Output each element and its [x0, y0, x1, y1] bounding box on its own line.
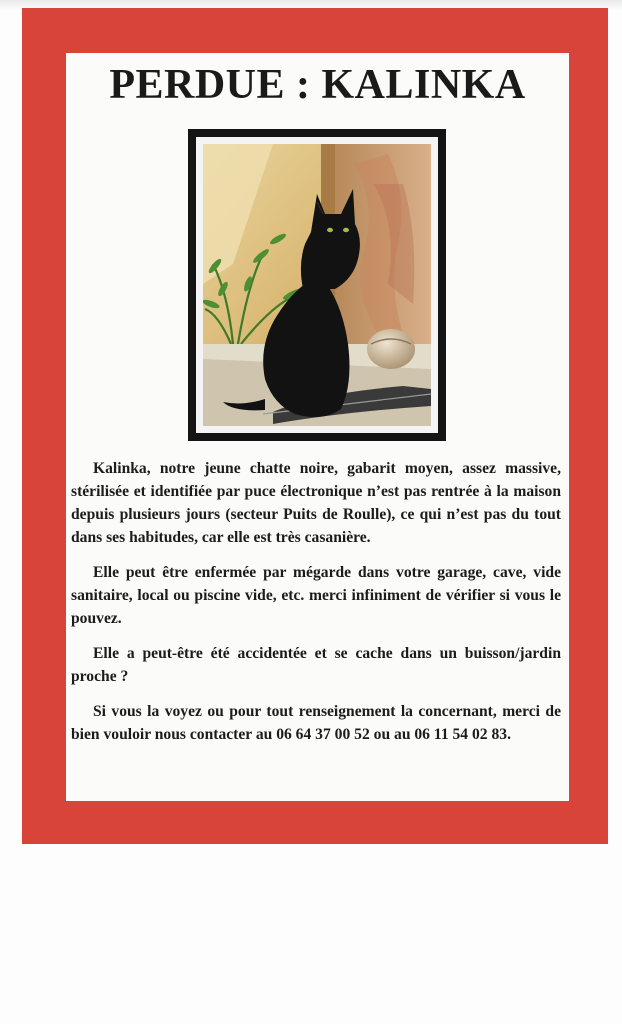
paragraph-accident: Elle a peut-être été accidentée et se cache dans un buisson/jardin proche ? [71, 645, 561, 685]
cat-photo-frame [188, 129, 446, 441]
poster-body [71, 457, 561, 758]
black-cat-photo [203, 144, 431, 426]
poster-title: PERDUE : KALINKA [109, 62, 526, 108]
paragraph-contact: Si vous la voyez ou pour tout renseignement la concernant, merci de bien vouloir nous contacter au 06 64 37 00 52 ou au 06 11 54 02 83. [71, 703, 561, 743]
paragraph-description: Kalinka, notre jeune chatte noire, gabarit moyen, assez massive, stérilisée et identifiée par puce électronique n’est pas rentrée à la maison depuis plusieurs jours (secteur Puits de Roulle), ce qui n’est pas du tout dans ses habitudes, car elle est très casanière. [71, 460, 561, 546]
paragraph-request: Elle peut être enfermée par mégarde dans votre garage, cave, vide sanitaire, local ou piscine vide, etc. merci infiniment de vérifier si vous le pouvez. [71, 564, 561, 627]
cat-photo-mat [196, 137, 438, 433]
